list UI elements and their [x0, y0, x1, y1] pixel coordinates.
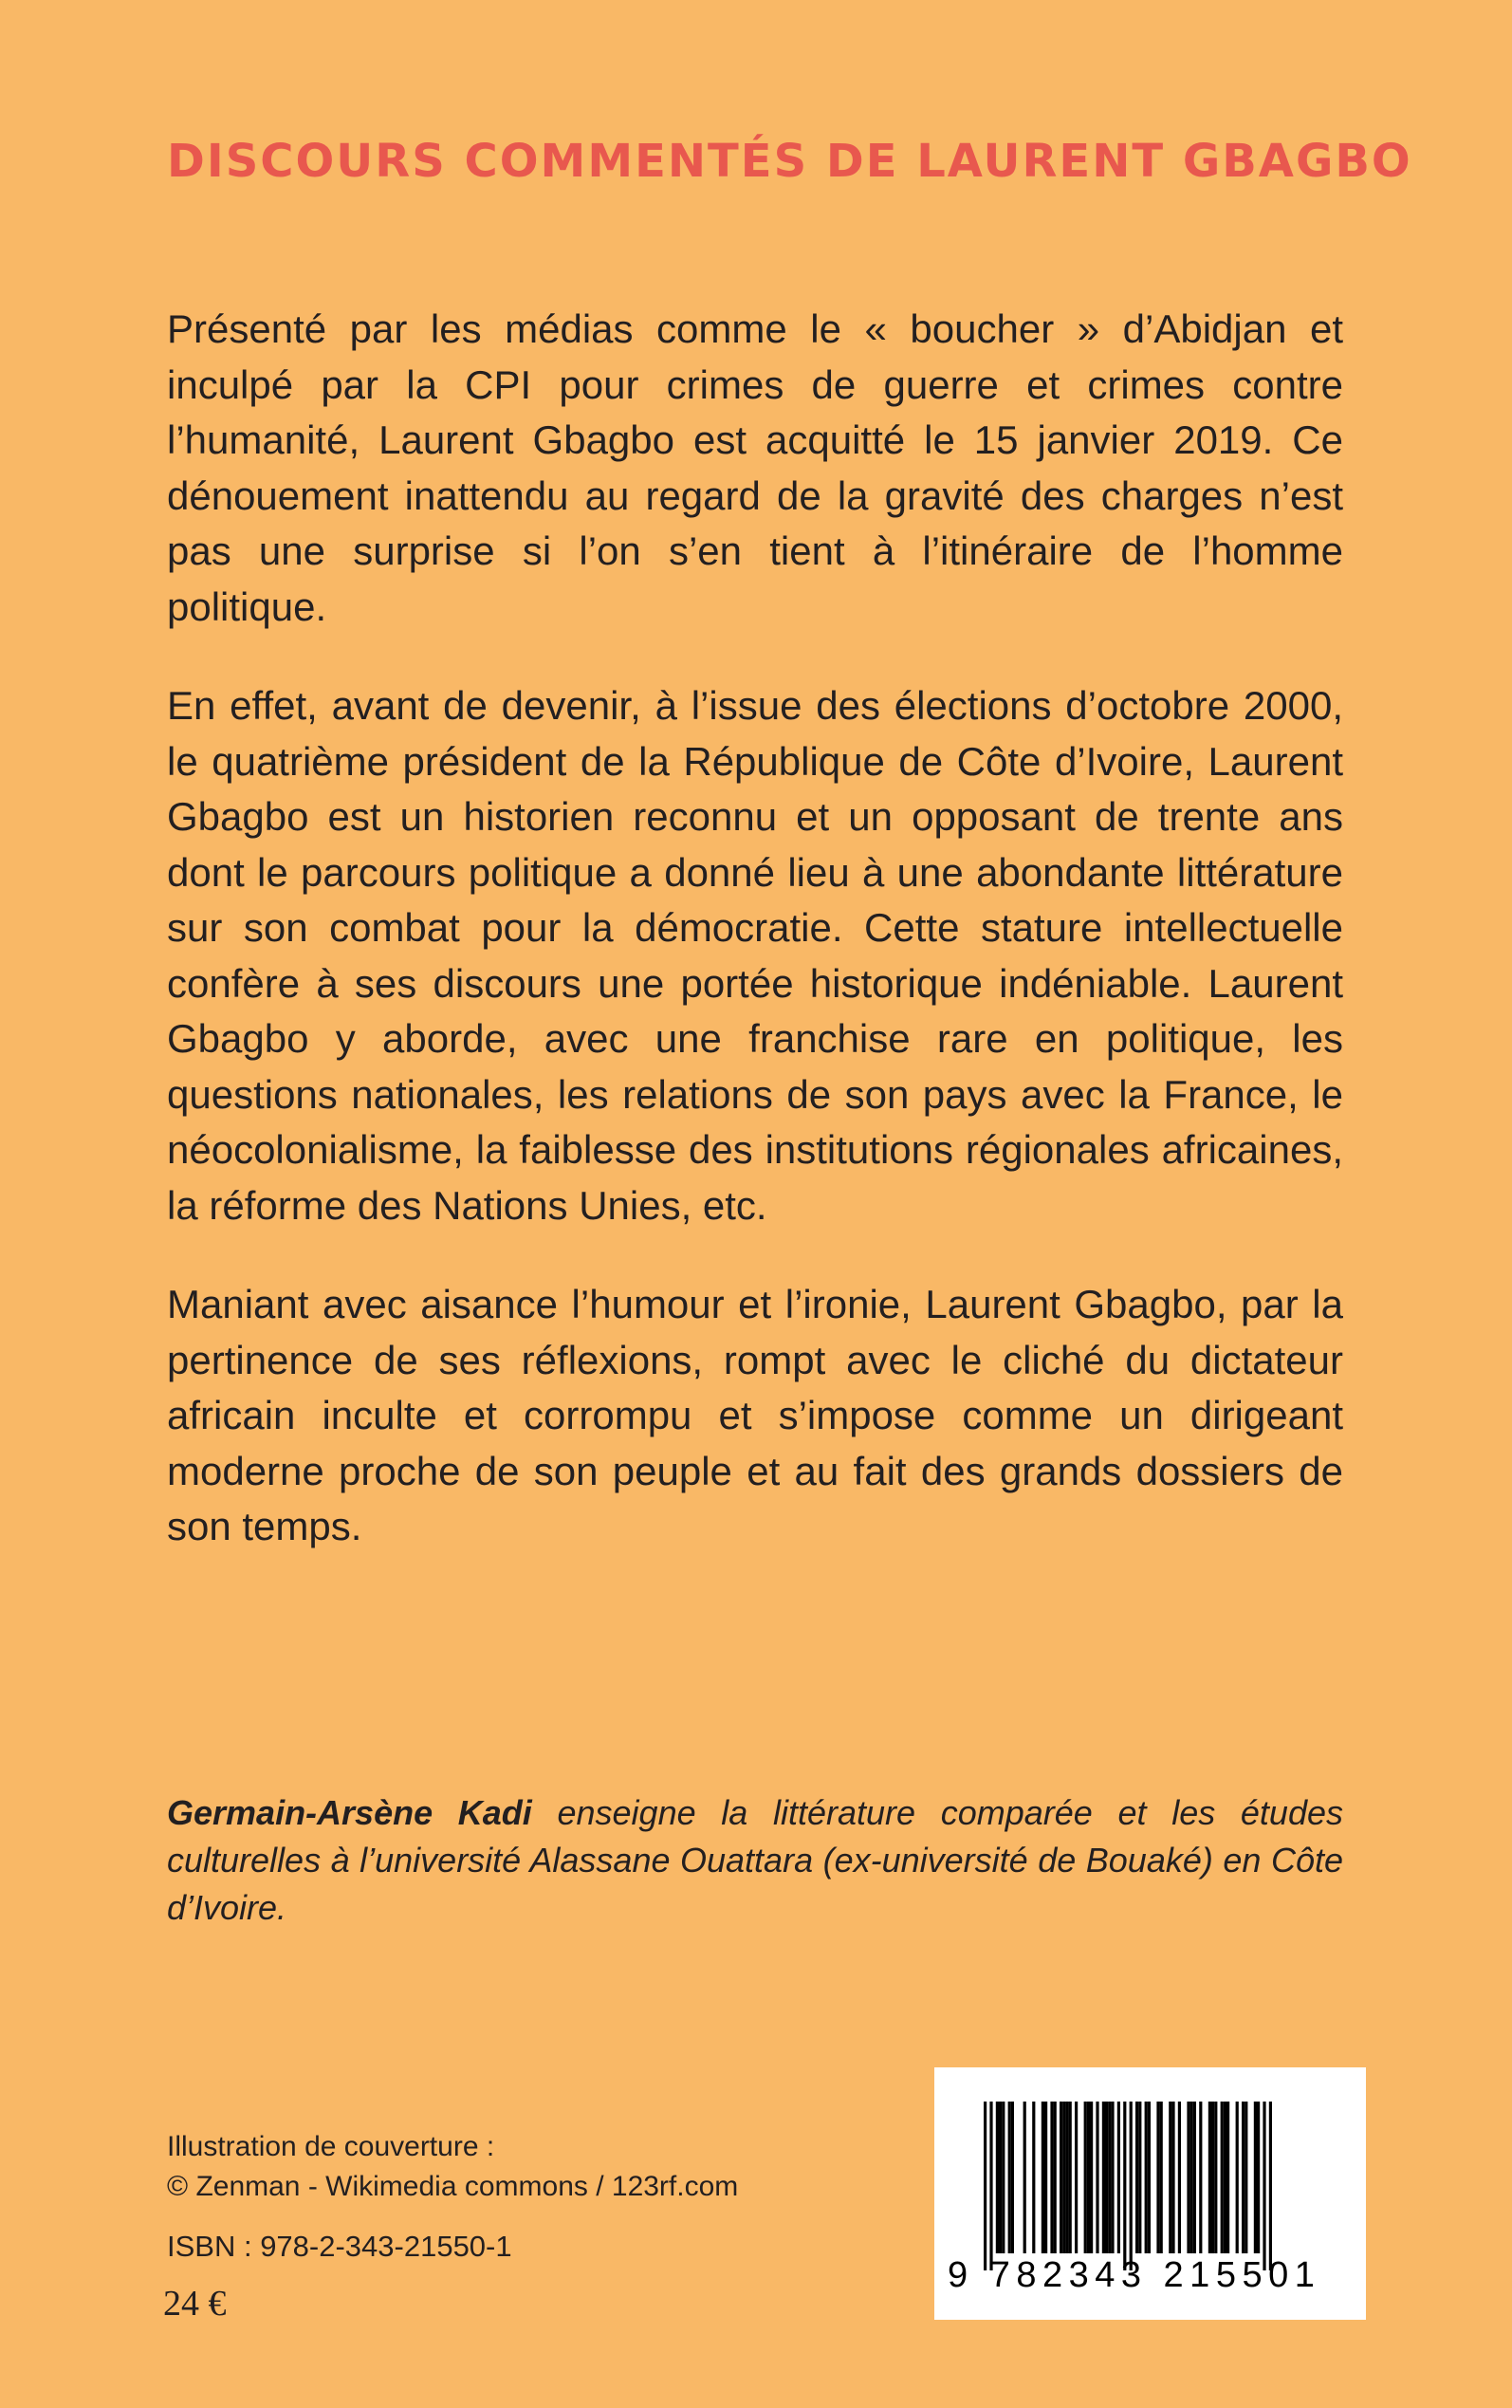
barcode-bar	[1050, 2102, 1053, 2253]
barcode-bar	[1187, 2102, 1189, 2253]
barcode-bar	[1105, 2102, 1108, 2253]
barcode-bar	[984, 2102, 986, 2270]
barcode-bar	[1199, 2102, 1202, 2253]
credit-source: © Zenman - Wikimedia commons / 123rf.com	[167, 2171, 739, 2202]
barcode-bar	[1257, 2102, 1260, 2253]
author-bio	[167, 1789, 1343, 1932]
barcode-bar	[1111, 2102, 1114, 2253]
barcode-bar	[1236, 2102, 1239, 2253]
barcode-bar	[1269, 2102, 1272, 2270]
barcode-bar	[1062, 2102, 1065, 2253]
credit-label: Illustration de couverture :	[167, 2131, 495, 2162]
barcode-bar	[1135, 2102, 1138, 2253]
barcode-bar	[1084, 2102, 1087, 2253]
barcode-bar	[1263, 2102, 1265, 2270]
author-name: Germain-Arsène Kadi	[167, 1793, 532, 1832]
author-bio-text: enseigne la littérature comparée et les études culturelles à l’université Alassane Ouattara (ex-université de Bouaké) en Côte d’Ivoire.	[167, 1793, 1343, 1927]
barcode-bar	[1226, 2102, 1229, 2253]
price: 24 €	[163, 2284, 227, 2324]
barcode-bar	[989, 2102, 992, 2270]
barcode-bar	[1148, 2102, 1151, 2253]
barcode-bar	[1130, 2102, 1133, 2270]
barcode-bar	[999, 2102, 1002, 2253]
barcode-bar	[1069, 2102, 1072, 2253]
barcode-bar	[1054, 2102, 1057, 2253]
barcode-bar	[1214, 2102, 1217, 2253]
barcode-bar	[1190, 2102, 1193, 2253]
barcode-bar	[1156, 2102, 1159, 2253]
blurb-paragraph-2: En effet, avant de devenir, à l’issue des élections d’octobre 2000, le quatrième président de la République de Côte d’Ivoire, Laurent Gbagbo est un historien reconnu et un opposant de trente ans dont le parcours politique a donné lieu à une abondante littérature sur son combat pour la démocratie. Cette stature intellectuelle confère à ses discours une portée historique indéniable. Laurent Gbagbo y aborde, avec une franchise rare en politique, les questions nationales, les relations de son pays avec la France, le néocolonialisme, la faiblesse des institutions régionales africaines, la réforme des Nations Unies, etc.	[167, 683, 1343, 1228]
cover-credit	[167, 2127, 738, 2207]
barcode-bar	[1193, 2102, 1196, 2253]
barcode-bar	[1242, 2102, 1245, 2253]
blurb-paragraph-3: Maniant avec aisance l’humour et l’ironie, Laurent Gbagbo, par la pertinence de ses réflexions, rompt avec le cliché du dictateur africain inculte et corrompu et s’impose comme un dirigeant moderne proche de son peuple et au fait des grands dossiers de son temps.	[167, 1282, 1343, 1548]
barcode-digits: 9 782343 215501	[948, 2255, 1321, 2295]
barcode-bar	[1002, 2102, 1005, 2253]
barcode-bar	[1224, 2102, 1226, 2253]
barcode-bar	[1044, 2102, 1047, 2253]
barcode-bar	[1023, 2102, 1026, 2253]
blurb	[167, 302, 1343, 1599]
barcode-bar	[1221, 2102, 1224, 2253]
barcode-bar	[1096, 2102, 1098, 2253]
barcode-bar	[1032, 2102, 1035, 2253]
blurb-paragraph-1: Présenté par les médias comme le « boucher » d’Abidjan et inculpé par la CPI pour crimes de guerre et crimes contre l’humanité, Laurent Gbagbo est acquitté le 15 janvier 2019. Ce dénouement inattendu au regard de la gravité des charges n’est pas une surprise si l’on s’en tient à l’itinéraire de l’homme politique.	[167, 306, 1343, 629]
barcode-bar	[1123, 2102, 1126, 2270]
barcode-bar	[1211, 2102, 1214, 2253]
barcode-bar	[1160, 2102, 1163, 2253]
barcode-bar	[1138, 2102, 1141, 2253]
barcode-bar	[1254, 2102, 1257, 2253]
barcode-bar	[1117, 2102, 1120, 2253]
barcode-bar	[1060, 2102, 1062, 2253]
barcode-bar	[1108, 2102, 1111, 2253]
isbn: ISBN : 978-2-343-21550-1	[167, 2230, 512, 2263]
barcode-bar	[1090, 2102, 1093, 2253]
barcode-bar	[1087, 2102, 1090, 2253]
barcode-bar	[1042, 2102, 1044, 2253]
barcode-bar	[1008, 2102, 1011, 2253]
barcode-bar	[1065, 2102, 1068, 2253]
barcode-bar	[1245, 2102, 1247, 2253]
barcode-bar	[1208, 2102, 1211, 2253]
barcode-bar	[1145, 2102, 1148, 2253]
barcode-bar	[1075, 2102, 1078, 2253]
barcode-bar	[1171, 2102, 1174, 2253]
barcode	[934, 2067, 1366, 2320]
barcode-bar	[1178, 2102, 1181, 2253]
barcode-bar	[1169, 2102, 1171, 2253]
barcode-bar	[1102, 2102, 1105, 2253]
book-title: DISCOURS COMMENTÉS DE LAURENT GBAGBO	[167, 135, 1412, 188]
barcode-bar	[1011, 2102, 1014, 2253]
barcode-bar	[996, 2102, 999, 2253]
